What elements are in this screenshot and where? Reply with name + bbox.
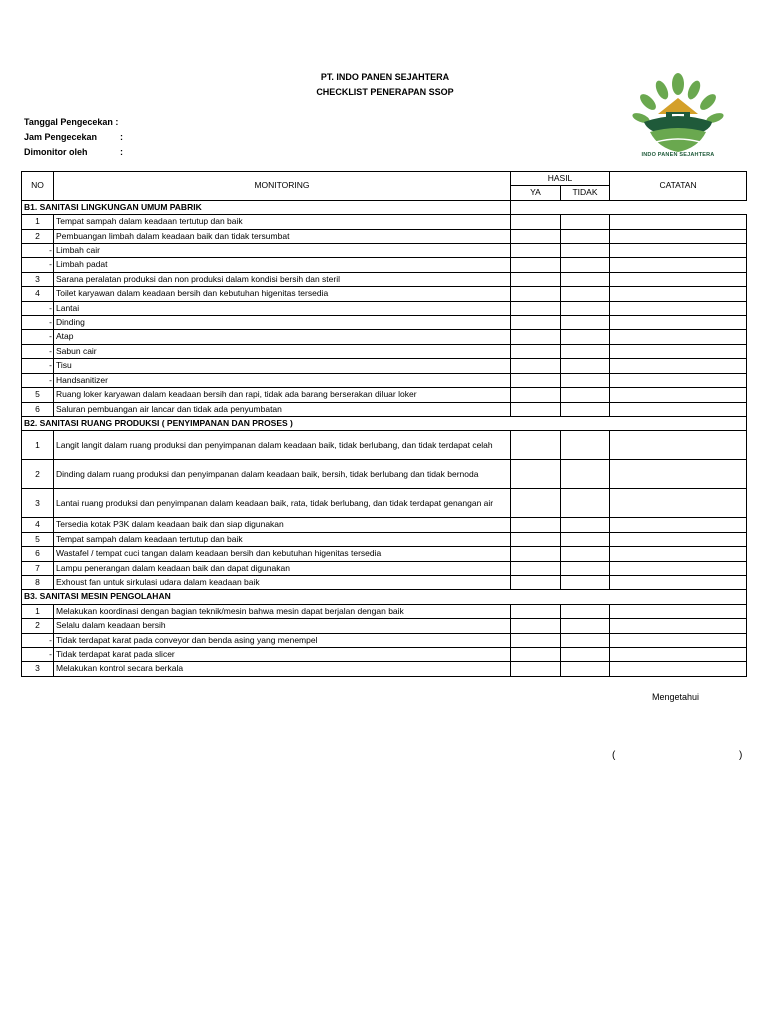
catatan-cell[interactable] bbox=[610, 561, 747, 575]
table-row bbox=[22, 647, 747, 661]
catatan-cell[interactable] bbox=[610, 287, 747, 301]
row-monitoring-text: Saluran pembuangan air lancar dan tidak ada penyumbatan bbox=[54, 402, 511, 416]
field-value: : bbox=[120, 132, 123, 142]
company-logo-icon bbox=[628, 72, 728, 162]
ya-cell[interactable] bbox=[511, 287, 561, 301]
ya-cell[interactable] bbox=[511, 373, 561, 387]
row-number: - bbox=[22, 330, 54, 344]
row-number: - bbox=[22, 258, 54, 272]
catatan-cell[interactable] bbox=[610, 662, 747, 676]
row-monitoring-text: Limbah cair bbox=[54, 244, 511, 258]
ya-cell[interactable] bbox=[511, 229, 561, 243]
section-title: B2. SANITASI RUANG PRODUKSI ( PENYIMPANAN DAN PROSES ) bbox=[22, 416, 747, 430]
catatan-cell[interactable] bbox=[610, 373, 747, 387]
row-monitoring-text: Lampu penerangan dalam keadaan baik dan dapat digunakan bbox=[54, 561, 511, 575]
ya-cell[interactable] bbox=[511, 662, 561, 676]
catatan-cell[interactable] bbox=[610, 258, 747, 272]
catatan-cell[interactable] bbox=[610, 647, 747, 661]
table-row bbox=[22, 431, 747, 460]
company-name: PT. INDO PANEN SEJAHTERA bbox=[320, 72, 450, 82]
header-tidak: TIDAK bbox=[561, 186, 610, 200]
tidak-cell[interactable] bbox=[561, 662, 610, 676]
row-number: 6 bbox=[22, 402, 54, 416]
table-row bbox=[22, 359, 747, 373]
tidak-cell[interactable] bbox=[561, 215, 610, 229]
row-number: 3 bbox=[22, 489, 54, 518]
table-row bbox=[22, 272, 747, 286]
row-number: 6 bbox=[22, 547, 54, 561]
tidak-cell[interactable] bbox=[561, 575, 610, 589]
ya-cell[interactable] bbox=[511, 359, 561, 373]
catatan-cell[interactable] bbox=[610, 489, 747, 518]
row-monitoring-text: Limbah padat bbox=[54, 258, 511, 272]
tidak-cell[interactable] bbox=[561, 344, 610, 358]
row-monitoring-text: Tidak terdapat karat pada slicer bbox=[54, 647, 511, 661]
table-row bbox=[22, 547, 747, 561]
table-row bbox=[22, 402, 747, 416]
table-row bbox=[22, 258, 747, 272]
ya-cell[interactable] bbox=[511, 431, 561, 460]
row-monitoring-text: Selalu dalam keadaan bersih bbox=[54, 619, 511, 633]
tidak-cell[interactable] bbox=[561, 532, 610, 546]
ya-cell[interactable] bbox=[511, 633, 561, 647]
row-monitoring-text: Dinding bbox=[54, 316, 511, 330]
row-monitoring-text: Melakukan koordinasi dengan bagian teknik/mesin bahwa mesin dapat berjalan dengan baik bbox=[54, 604, 511, 618]
ya-cell[interactable] bbox=[511, 388, 561, 402]
catatan-cell[interactable] bbox=[610, 359, 747, 373]
field-label: Dimonitor oleh bbox=[24, 147, 88, 157]
row-number: - bbox=[22, 244, 54, 258]
row-monitoring-text: Melakukan kontrol secara berkala bbox=[54, 662, 511, 676]
row-number: 1 bbox=[22, 604, 54, 618]
header-hasil: HASIL bbox=[511, 172, 610, 186]
tidak-cell[interactable] bbox=[561, 388, 610, 402]
ya-cell[interactable] bbox=[511, 532, 561, 546]
row-number: - bbox=[22, 359, 54, 373]
table-row bbox=[22, 604, 747, 618]
table-row bbox=[22, 662, 747, 676]
field-jam bbox=[24, 130, 123, 145]
catatan-cell[interactable] bbox=[610, 532, 747, 546]
row-number: 1 bbox=[22, 431, 54, 460]
table-row bbox=[22, 316, 747, 330]
ya-cell[interactable] bbox=[511, 575, 561, 589]
row-number: - bbox=[22, 316, 54, 330]
catatan-cell[interactable] bbox=[610, 344, 747, 358]
catatan-cell[interactable] bbox=[610, 460, 747, 489]
tidak-cell[interactable] bbox=[561, 647, 610, 661]
header-fields bbox=[24, 115, 123, 160]
ya-cell[interactable] bbox=[511, 272, 561, 286]
row-monitoring-text: Tempat sampah dalam keadaan tertutup dan baik bbox=[54, 532, 511, 546]
table-row bbox=[22, 301, 747, 315]
tidak-cell[interactable] bbox=[561, 518, 610, 532]
field-label: Tanggal Pengecekan : bbox=[24, 117, 119, 127]
ya-cell[interactable] bbox=[511, 647, 561, 661]
section-title: B3. SANITASI MESIN PENGOLAHAN bbox=[22, 590, 747, 604]
field-label: Jam Pengecekan bbox=[24, 132, 98, 142]
table-row bbox=[22, 330, 747, 344]
ya-cell[interactable] bbox=[511, 215, 561, 229]
catatan-cell[interactable] bbox=[610, 547, 747, 561]
row-monitoring-text: Dinding dalam ruang produksi dan penyimpanan dalam keadaan baik, bersih, tidak berlubang dan tidak bernoda bbox=[54, 460, 511, 489]
table-row bbox=[22, 561, 747, 575]
tidak-cell[interactable] bbox=[561, 619, 610, 633]
table-row bbox=[22, 344, 747, 358]
row-number: 5 bbox=[22, 532, 54, 546]
ya-cell[interactable] bbox=[511, 244, 561, 258]
tidak-cell[interactable] bbox=[561, 359, 610, 373]
row-number: 3 bbox=[22, 662, 54, 676]
ya-cell[interactable] bbox=[511, 344, 561, 358]
catatan-cell[interactable] bbox=[610, 633, 747, 647]
tidak-cell[interactable] bbox=[561, 244, 610, 258]
row-monitoring-text: Tisu bbox=[54, 359, 511, 373]
row-number: 2 bbox=[22, 619, 54, 633]
table-row bbox=[22, 229, 747, 243]
header-ya: YA bbox=[511, 186, 561, 200]
catatan-cell[interactable] bbox=[610, 402, 747, 416]
catatan-cell[interactable] bbox=[610, 316, 747, 330]
table-row bbox=[22, 373, 747, 387]
tidak-cell[interactable] bbox=[561, 229, 610, 243]
row-number: 2 bbox=[22, 229, 54, 243]
row-number: - bbox=[22, 344, 54, 358]
catatan-cell[interactable] bbox=[610, 388, 747, 402]
row-number: - bbox=[22, 301, 54, 315]
catatan-cell[interactable] bbox=[610, 431, 747, 460]
row-monitoring-text: Wastafel / tempat cuci tangan dalam keadaan bersih dan kebutuhan higenitas tersedia bbox=[54, 547, 511, 561]
tidak-cell[interactable] bbox=[561, 460, 610, 489]
section-row bbox=[22, 200, 747, 214]
document-title: CHECKLIST PENERAPAN SSOP bbox=[316, 87, 454, 97]
table-row bbox=[22, 460, 747, 489]
tidak-cell[interactable] bbox=[561, 561, 610, 575]
catatan-cell[interactable] bbox=[610, 215, 747, 229]
ya-cell[interactable] bbox=[511, 316, 561, 330]
ya-cell[interactable] bbox=[511, 547, 561, 561]
ya-cell[interactable] bbox=[511, 402, 561, 416]
acknowledge-label: Mengetahui bbox=[652, 692, 700, 702]
row-number: 4 bbox=[22, 518, 54, 532]
tidak-cell[interactable] bbox=[561, 301, 610, 315]
catatan-cell[interactable] bbox=[610, 604, 747, 618]
table-row bbox=[22, 489, 747, 518]
ya-cell[interactable] bbox=[511, 489, 561, 518]
field-dimonitor bbox=[24, 145, 123, 160]
catatan-cell[interactable] bbox=[610, 518, 747, 532]
tidak-cell[interactable] bbox=[561, 489, 610, 518]
ya-cell[interactable] bbox=[511, 301, 561, 315]
header-catatan: CATATAN bbox=[610, 172, 747, 201]
row-monitoring-text: Atap bbox=[54, 330, 511, 344]
tidak-cell[interactable] bbox=[561, 272, 610, 286]
ya-cell[interactable] bbox=[511, 604, 561, 618]
ya-cell[interactable] bbox=[511, 561, 561, 575]
row-number: 7 bbox=[22, 561, 54, 575]
row-monitoring-text: Lantai ruang produksi dan penyimpanan dalam keadaan baik, rata, tidak berlubang, dan tidak terdapat genangan air bbox=[54, 489, 511, 518]
row-monitoring-text: Tidak terdapat karat pada conveyor dan benda asing yang menempel bbox=[54, 633, 511, 647]
row-monitoring-text: Sabun cair bbox=[54, 344, 511, 358]
row-monitoring-text: Exhoust fan untuk sirkulasi udara dalam keadaan baik bbox=[54, 575, 511, 589]
table-row bbox=[22, 287, 747, 301]
catatan-cell[interactable] bbox=[610, 272, 747, 286]
table-row bbox=[22, 532, 747, 546]
section-row bbox=[22, 416, 747, 430]
row-monitoring-text: Toilet karyawan dalam keadaan bersih dan kebutuhan higenitas tersedia bbox=[54, 287, 511, 301]
table-row bbox=[22, 244, 747, 258]
table-row bbox=[22, 633, 747, 647]
catatan-cell[interactable] bbox=[610, 330, 747, 344]
row-number: 3 bbox=[22, 272, 54, 286]
table-row bbox=[22, 619, 747, 633]
row-monitoring-text: Tersedia kotak P3K dalam keadaan baik dan siap digunakan bbox=[54, 518, 511, 532]
tidak-cell[interactable] bbox=[561, 402, 610, 416]
signature-close-paren: ) bbox=[739, 750, 743, 761]
header-no: NO bbox=[22, 172, 54, 201]
tidak-cell[interactable] bbox=[561, 547, 610, 561]
section-row bbox=[22, 590, 747, 604]
tidak-cell[interactable] bbox=[561, 258, 610, 272]
ya-cell[interactable] bbox=[511, 330, 561, 344]
row-number: 5 bbox=[22, 388, 54, 402]
row-number: - bbox=[22, 373, 54, 387]
row-number: 2 bbox=[22, 460, 54, 489]
table-row bbox=[22, 215, 747, 229]
ya-cell[interactable] bbox=[511, 619, 561, 633]
ya-cell[interactable] bbox=[511, 460, 561, 489]
row-monitoring-text: Ruang loker karyawan dalam keadaan bersih dan rapi, tidak ada barang berserakan diluar loker bbox=[54, 388, 511, 402]
row-number: 8 bbox=[22, 575, 54, 589]
section-title: B1. SANITASI LINGKUNGAN UMUM PABRIK bbox=[22, 200, 511, 214]
header-monitoring: MONITORING bbox=[54, 172, 511, 201]
row-monitoring-text: Handsanitizer bbox=[54, 373, 511, 387]
tidak-cell[interactable] bbox=[561, 604, 610, 618]
row-monitoring-text: Lantai bbox=[54, 301, 511, 315]
ya-cell[interactable] bbox=[511, 518, 561, 532]
ya-cell[interactable] bbox=[511, 258, 561, 272]
row-number: 1 bbox=[22, 215, 54, 229]
catatan-cell[interactable] bbox=[610, 301, 747, 315]
row-monitoring-text: Pembuangan limbah dalam keadaan baik dan tidak tersumbat bbox=[54, 229, 511, 243]
catatan-cell[interactable] bbox=[610, 575, 747, 589]
row-monitoring-text: Langit langit dalam ruang produksi dan penyimpanan dalam keadaan baik, tidak berlubang, dan tidak terdapat celah bbox=[54, 431, 511, 460]
field-value: : bbox=[120, 147, 123, 157]
logo-text: INDO PANEN SEJAHTERA bbox=[641, 152, 715, 158]
catatan-cell[interactable] bbox=[610, 229, 747, 243]
tidak-cell[interactable] bbox=[561, 431, 610, 460]
tidak-cell[interactable] bbox=[561, 633, 610, 647]
tidak-cell[interactable] bbox=[561, 316, 610, 330]
checklist-table bbox=[21, 171, 747, 677]
row-number: 4 bbox=[22, 287, 54, 301]
tidak-cell[interactable] bbox=[561, 330, 610, 344]
row-monitoring-text: Sarana peralatan produksi dan non produksi dalam kondisi bersih dan steril bbox=[54, 272, 511, 286]
table-row bbox=[22, 518, 747, 532]
tidak-cell[interactable] bbox=[561, 373, 610, 387]
field-tanggal bbox=[24, 115, 123, 130]
catatan-cell[interactable] bbox=[610, 244, 747, 258]
tidak-cell[interactable] bbox=[561, 287, 610, 301]
catatan-cell[interactable] bbox=[610, 619, 747, 633]
signature-open-paren: ( bbox=[612, 750, 616, 761]
row-number: - bbox=[22, 647, 54, 661]
table-row bbox=[22, 575, 747, 589]
table-row bbox=[22, 388, 747, 402]
row-monitoring-text: Tempat sampah dalam keadaan tertutup dan baik bbox=[54, 215, 511, 229]
row-number: - bbox=[22, 633, 54, 647]
